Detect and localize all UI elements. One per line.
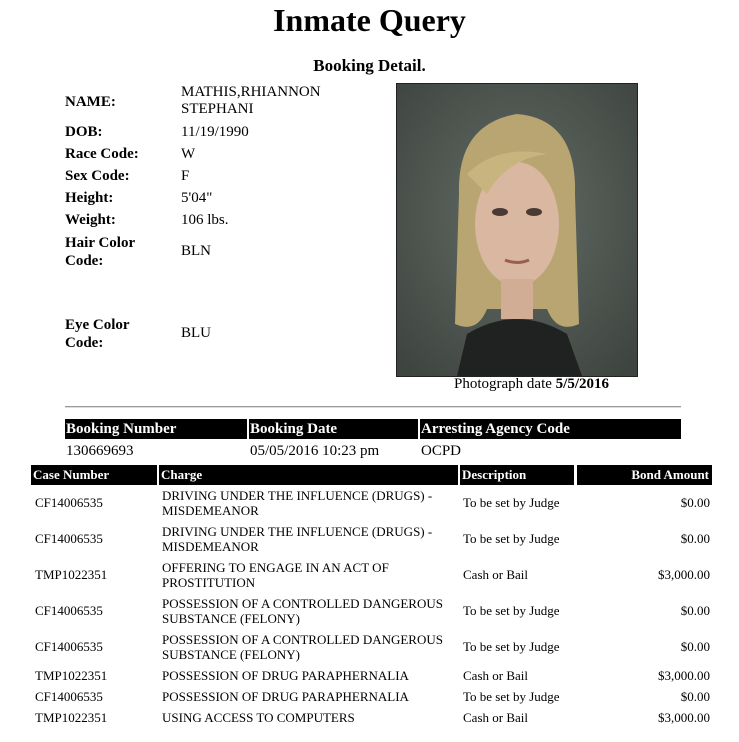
weight-value: 106 lbs.: [181, 212, 229, 228]
page-subtitle: Booking Detail.: [313, 56, 426, 75]
race-value: W: [181, 146, 196, 162]
description-cell: To be set by Judge: [463, 689, 560, 704]
description-cell: To be set by Judge: [463, 531, 560, 546]
name-value: MATHIS,RHIANNON STEPHANI: [181, 84, 321, 117]
booking-number-header: Booking Number: [65, 419, 247, 439]
photo-date-label: Photograph date: [454, 376, 552, 392]
arresting-agency-header: Arresting Agency Code: [420, 419, 681, 439]
charge-header: Charge: [159, 465, 458, 485]
bond-cell: $3,000.00: [658, 567, 710, 582]
agency-code-value: OCPD: [421, 443, 462, 459]
description-cell: Cash or Bail: [463, 710, 528, 725]
bond-cell: $0.00: [680, 495, 710, 510]
booking-number-value: 130669693: [66, 443, 134, 459]
weight-label: Weight:: [65, 212, 116, 228]
booking-date-value: 05/05/2016 10:23 pm: [250, 443, 380, 459]
charge-cell: DRIVING UNDER THE INFLUENCE (DRUGS) - MISDEMEANOR: [162, 524, 433, 554]
case-number-header: Case Number: [31, 465, 157, 485]
bond-cell: $0.00: [680, 639, 710, 654]
case-number-cell: TMP1022351: [35, 567, 108, 582]
case-number-cell: CF14006535: [35, 603, 103, 618]
case-number-cell: CF14006535: [35, 689, 103, 704]
description-cell: To be set by Judge: [463, 603, 560, 618]
charge-cell: OFFERING TO ENGAGE IN AN ACT OF PROSTITUTION: [162, 560, 389, 590]
charge-cell: POSSESSION OF DRUG PARAPHERNALIA: [162, 689, 409, 704]
name-label: NAME:: [65, 94, 116, 110]
sex-value: F: [181, 168, 190, 184]
description-cell: Cash or Bail: [463, 567, 528, 582]
bond-cell: $0.00: [680, 689, 710, 704]
page-title: Inmate Query: [273, 2, 466, 38]
description-cell: Cash or Bail: [463, 668, 528, 683]
eye-value: BLU: [181, 325, 211, 341]
photo-date-value: 5/5/2016: [555, 376, 609, 392]
case-number-cell: CF14006535: [35, 495, 103, 510]
charge-cell: USING ACCESS TO COMPUTERS: [162, 710, 355, 725]
charge-cell: POSSESSION OF A CONTROLLED DANGEROUS SUBSTANCE (FELONY): [162, 596, 443, 626]
hair-value: BLN: [181, 243, 211, 259]
dob-value: 11/19/1990: [181, 124, 249, 140]
description-cell: To be set by Judge: [463, 639, 560, 654]
case-number-cell: CF14006535: [35, 639, 103, 654]
case-number-cell: TMP1022351: [35, 710, 108, 725]
description-cell: To be set by Judge: [463, 495, 560, 510]
booking-photo: [396, 83, 638, 377]
photograph-date: [454, 376, 609, 393]
case-number-cell: CF14006535: [35, 531, 103, 546]
case-number-cell: TMP1022351: [35, 668, 108, 683]
bond-cell: $3,000.00: [658, 710, 710, 725]
bond-amount-header: Bond Amount: [577, 465, 712, 485]
hair-label: Hair Color Code:: [65, 235, 135, 269]
sex-label: Sex Code:: [65, 168, 130, 184]
dob-label: DOB:: [65, 124, 103, 140]
charge-cell: POSSESSION OF A CONTROLLED DANGEROUS SUBSTANCE (FELONY): [162, 632, 443, 662]
charge-cell: DRIVING UNDER THE INFLUENCE (DRUGS) - MISDEMEANOR: [162, 488, 433, 518]
height-label: Height:: [65, 190, 114, 206]
divider: [65, 406, 681, 408]
bond-cell: $0.00: [680, 603, 710, 618]
race-label: Race Code:: [65, 146, 139, 162]
eye-label: Eye Color Code:: [65, 317, 130, 351]
description-header: Description: [460, 465, 574, 485]
charge-cell: POSSESSION OF DRUG PARAPHERNALIA: [162, 668, 409, 683]
booking-date-header: Booking Date: [249, 419, 418, 439]
bond-cell: $0.00: [680, 531, 710, 546]
bond-cell: $3,000.00: [658, 668, 710, 683]
height-value: 5'04": [181, 190, 213, 206]
